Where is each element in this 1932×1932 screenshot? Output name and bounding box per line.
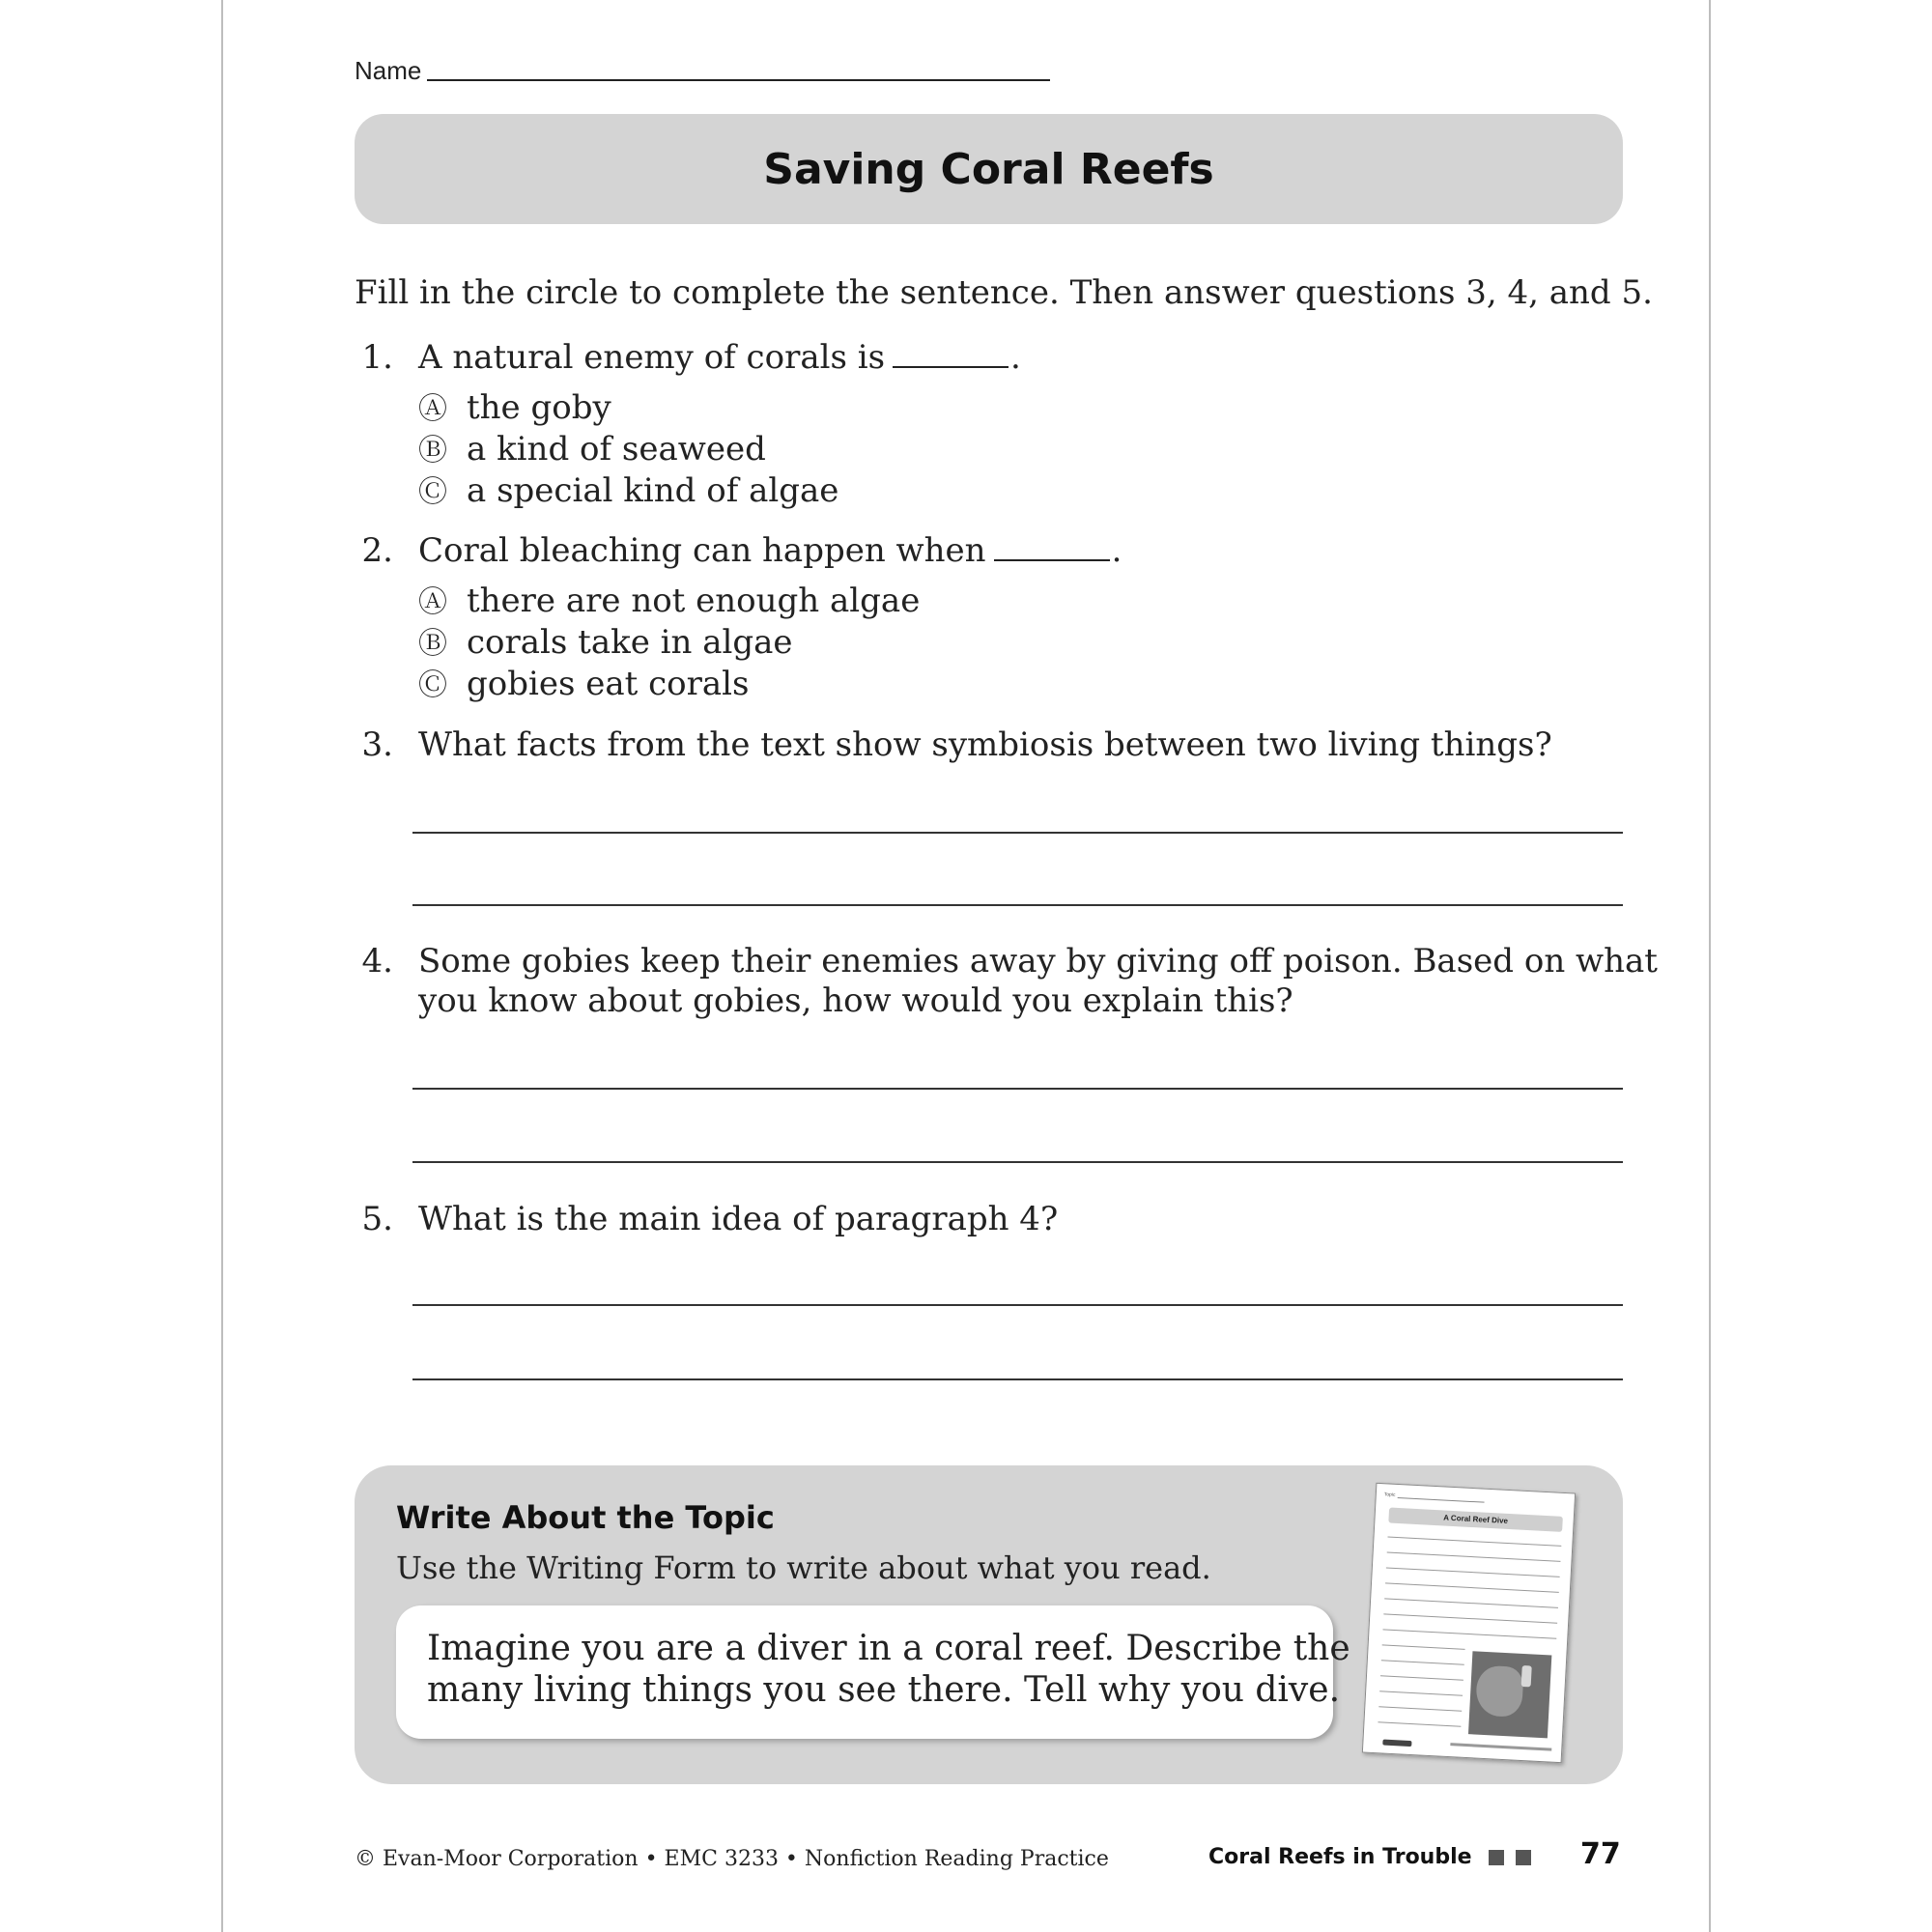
unit-title-footer: Coral Reefs in Trouble [1208,1845,1472,1869]
question-text: Coral bleaching can happen when [418,531,986,570]
title-banner [355,114,1623,224]
thumbnail-rule [1378,1706,1462,1711]
thumbnail-rule [1384,1598,1558,1607]
thumbnail-badge [1382,1740,1411,1747]
writing-prompt [396,1605,1350,1739]
name-input-line[interactable] [427,79,1050,81]
option-text: gobies eat corals [467,665,750,703]
thumbnail-title: A Coral Reef Dive [1443,1513,1509,1525]
thumbnail-credit [1450,1743,1551,1750]
answer-blank[interactable] [893,341,1009,368]
page-edge-left [221,0,223,1932]
option-text: corals take in algae [467,623,793,662]
page-title: Saving Coral Reefs [763,144,1214,194]
option-b[interactable] [418,426,766,469]
write-subtext: Use the Writing Form to write about what you read. [396,1549,1211,1586]
option-c[interactable] [418,468,838,510]
option-text: there are not enough algae [467,582,921,620]
question-text: What is the main idea of paragraph 4? [418,1200,1059,1238]
question-1: 1. A natural enemy of corals is . Ⓐ the goby Ⓑ a kind of seaweed Ⓒ a special kind of algae [355,338,1623,512]
answer-line-3b[interactable] [412,904,1623,906]
question-5 [355,1200,1623,1248]
question-number: 1. [361,338,393,377]
thumbnail-rule [1386,1567,1560,1577]
answer-blank[interactable] [994,534,1110,561]
footer-square-icon [1516,1850,1531,1865]
question-number: 5. [361,1200,393,1238]
answer-line-5a[interactable] [412,1304,1623,1306]
thumbnail-rule [1382,1629,1556,1638]
thumbnail-topic-label: Topic [1383,1492,1396,1498]
thumbnail-rule [1381,1660,1464,1664]
option-letter: Ⓒ [418,475,447,509]
question-text-line-1: Some gobies keep their enemies away by giving off poison. Based on what [418,942,1658,980]
prompt-line-2: many living things you see there. Tell why you dive. [427,1670,1341,1710]
thumbnail-rule [1385,1582,1559,1592]
question-3 [355,725,1623,774]
option-b[interactable] [418,619,793,662]
write-heading: Write About the Topic [396,1499,775,1536]
question-text: What facts from the text show symbiosis between two living things? [418,725,1552,764]
thumbnail-title-bar [1388,1508,1563,1532]
question-number: 3. [361,725,393,764]
thumbnail-rule [1387,1551,1561,1561]
option-letter: Ⓐ [418,392,447,426]
page-number: 77 [1580,1837,1621,1871]
option-a[interactable] [418,384,611,427]
prompt-line-1: Imagine you are a diver in a coral reef. Describe the [427,1629,1350,1668]
question-number: 2. [361,531,393,570]
answer-line-5b[interactable] [412,1378,1623,1380]
question-text: A natural enemy of corals is [418,338,886,377]
instructions: Fill in the circle to complete the sentence. Then answer questions 3, 4, and 5. [355,273,1653,312]
option-letter: Ⓒ [418,668,447,702]
footer-square-icon [1489,1850,1504,1865]
thumbnail-rule [1379,1690,1463,1695]
answer-line-4b[interactable] [412,1161,1623,1163]
thumbnail-topic-line [1398,1497,1485,1503]
thumbnail-rule [1382,1644,1465,1649]
copyright-footer: © Evan-Moor Corporation • EMC 3233 • Nonfiction Reading Practice [355,1847,1109,1871]
diver-photo [1468,1651,1551,1738]
thumbnail-rule [1378,1721,1461,1726]
option-text: a special kind of algae [467,471,839,510]
thumbnail-rule [1383,1613,1557,1623]
writing-form-thumbnail [1362,1483,1576,1763]
name-label: Name [355,56,422,85]
option-letter: Ⓑ [418,434,447,468]
question-2: 2. Coral bleaching can happen when . Ⓐ there are not enough algae Ⓑ corals take in algae Ⓒ gobies eat corals [355,531,1623,705]
page-edge-right [1709,0,1711,1932]
answer-line-4a[interactable] [412,1088,1623,1090]
option-text: the goby [467,388,611,427]
thumbnail-rule [1388,1536,1562,1546]
question-text-line-2: you know about gobies, how would you explain this? [418,981,1293,1020]
option-letter: Ⓑ [418,627,447,661]
answer-line-3a[interactable] [412,832,1623,834]
option-a[interactable] [418,578,920,620]
question-number: 4. [361,942,393,980]
question-4 [355,942,1658,1029]
thumbnail-rule [1380,1675,1463,1680]
option-letter: Ⓐ [418,585,447,619]
option-c[interactable] [418,661,749,703]
option-text: a kind of seaweed [467,430,766,469]
